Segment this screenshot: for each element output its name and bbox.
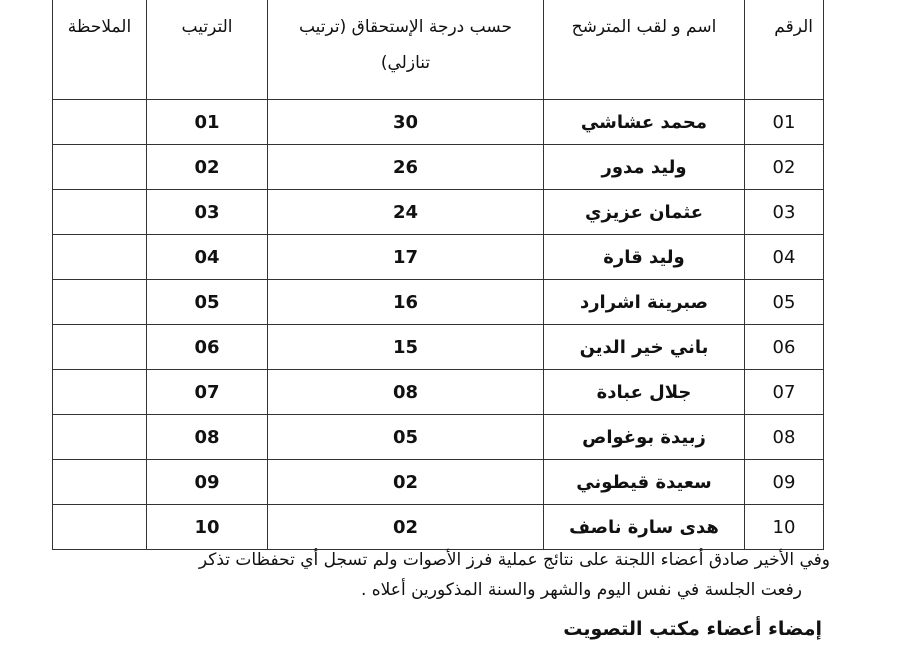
cell-rank: 01	[147, 100, 268, 145]
table-row	[53, 325, 824, 370]
header-number: الرقم	[745, 0, 824, 100]
cell-rank: 05	[147, 280, 268, 325]
cell-note	[53, 235, 147, 280]
table-row	[53, 370, 824, 415]
cell-score: 24	[268, 190, 544, 235]
signature-heading: إمضاء أعضاء مكتب التصويت	[563, 618, 822, 640]
cell-name: عثمان عزيزي	[544, 190, 745, 235]
cell-score: 02	[268, 460, 544, 505]
cell-rank: 10	[147, 505, 268, 550]
table-row	[53, 235, 824, 280]
header-rank: الترتيب	[147, 0, 268, 100]
header-name: اسم و لقب المترشح	[544, 0, 745, 100]
header-note: الملاحظة	[53, 0, 147, 100]
cell-name: زبيدة بوغواص	[544, 415, 745, 460]
cell-note	[53, 505, 147, 550]
cell-score: 16	[268, 280, 544, 325]
cell-rank: 03	[147, 190, 268, 235]
cell-note	[53, 190, 147, 235]
cell-note	[53, 415, 147, 460]
cell-score: 02	[268, 505, 544, 550]
table-row	[53, 190, 824, 235]
table-row	[53, 145, 824, 190]
table-row	[53, 100, 824, 145]
table-row	[53, 460, 824, 505]
cell-number: 07	[745, 370, 824, 415]
cell-rank: 02	[147, 145, 268, 190]
results-table	[52, 0, 824, 550]
cell-name: وليد قارة	[544, 235, 745, 280]
cell-number: 04	[745, 235, 824, 280]
cell-rank: 09	[147, 460, 268, 505]
cell-rank: 08	[147, 415, 268, 460]
cell-name: سعيدة قيطوني	[544, 460, 745, 505]
cell-score: 15	[268, 325, 544, 370]
cell-note	[53, 100, 147, 145]
cell-note	[53, 145, 147, 190]
cell-score: 08	[268, 370, 544, 415]
cell-score: 26	[268, 145, 544, 190]
cell-name: محمد عشاشي	[544, 100, 745, 145]
cell-number: 01	[745, 100, 824, 145]
header-score: حسب درجة الإستحقاق (ترتيب تنازلي)	[268, 0, 544, 100]
table-row	[53, 280, 824, 325]
table-row	[53, 505, 824, 550]
closing-line-2: رفعت الجلسة في نفس اليوم والشهر والسنة المذكورين أعلاه .	[360, 580, 802, 600]
cell-name: وليد مدور	[544, 145, 745, 190]
cell-name: باني خير الدين	[544, 325, 745, 370]
cell-number: 10	[745, 505, 824, 550]
cell-number: 02	[745, 145, 824, 190]
cell-note	[53, 280, 147, 325]
table-row	[53, 415, 824, 460]
cell-name: صبرينة اشرارد	[544, 280, 745, 325]
cell-name: جلال عبادة	[544, 370, 745, 415]
cell-note	[53, 370, 147, 415]
cell-number: 08	[745, 415, 824, 460]
closing-paragraph	[40, 548, 830, 600]
cell-name: هدى سارة ناصف	[544, 505, 745, 550]
cell-rank: 07	[147, 370, 268, 415]
cell-note	[53, 325, 147, 370]
cell-note	[53, 460, 147, 505]
cell-rank: 04	[147, 235, 268, 280]
cell-number: 05	[745, 280, 824, 325]
cell-number: 03	[745, 190, 824, 235]
cell-number: 06	[745, 325, 824, 370]
cell-score: 30	[268, 100, 544, 145]
closing-line-1: وفي الأخير صادق أعضاء اللجنة على نتائج عملية فرز الأصوات ولم تسجل أي تحفظات تذكر	[198, 550, 830, 570]
cell-number: 09	[745, 460, 824, 505]
cell-score: 17	[268, 235, 544, 280]
cell-rank: 06	[147, 325, 268, 370]
cell-score: 05	[268, 415, 544, 460]
table-header-row	[53, 0, 824, 100]
